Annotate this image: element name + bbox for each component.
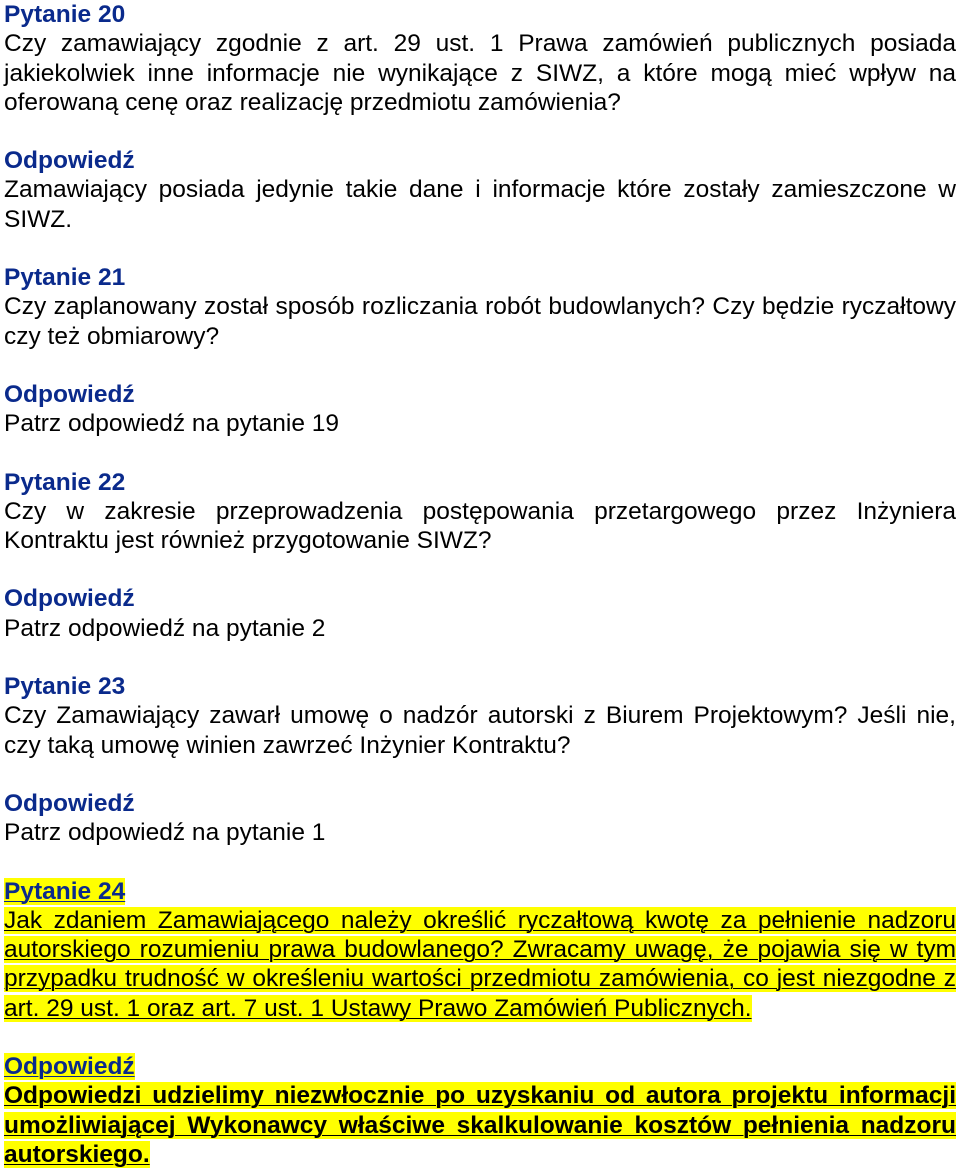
answer-title: Odpowiedź <box>4 147 135 175</box>
question-text: Czy zaplanowany został sposób rozliczania robót budowlanych? Czy będzie ryczałtowy czy też obmiarowy? <box>4 293 956 350</box>
qa-item-24 <box>4 877 956 1169</box>
answer-text: Patrz odpowiedź na pytanie 19 <box>4 410 340 438</box>
answer-text: Zamawiający posiada jedynie takie dane i informacje które zostały zamieszczone w SIWZ. <box>4 176 956 233</box>
answer-text: Odpowiedzi udzielimy niezwłocznie po uzyskaniu od autora projektu informacji umożliwiającej Wykonawcy właściwe skalkulowanie kosztów pełnienia nadzoru autorskiego. <box>4 1082 956 1168</box>
answer-title: Odpowiedź <box>4 585 135 613</box>
question-text: Jak zdaniem Zamawiającego należy określić ryczałtową kwotę za pełnienie nadzoru autorskiego rozumieniu prawa budowlanego? Zwracamy uwagę, że pojawia się w tym przypadku trudność w określeniu wartości przedmiotu zamówienia, co jest niezgodne z art. 29 ust. 1 oraz art. 7 ust. 1 Ustawy Prawo Zamówień Publicznych. <box>4 906 956 1022</box>
question-title: Pytanie 23 <box>4 673 126 701</box>
qa-item-20 <box>4 0 956 234</box>
qa-item-23 <box>4 672 956 847</box>
answer-title: Odpowiedź <box>4 789 135 817</box>
question-title: Pytanie 24 <box>4 877 126 905</box>
question-title: Pytanie 20 <box>4 1 126 28</box>
answer-text: Patrz odpowiedź na pytanie 2 <box>4 614 326 642</box>
answer-title: Odpowiedź <box>4 380 135 408</box>
answer-text: Patrz odpowiedź na pytanie 1 <box>4 819 326 847</box>
question-title: Pytanie 22 <box>4 468 126 496</box>
question-text: Czy Zamawiający zawarł umowę o nadzór autorski z Biurem Projektowym? Jeśli nie, czy taką umowę winien zawrzeć Inżynier Kontraktu? <box>4 702 956 759</box>
question-title: Pytanie 21 <box>4 264 126 292</box>
question-text: Czy zamawiający zgodnie z art. 29 ust. 1 Prawa zamówień publicznych posiada jakiekolwiek inne informacje nie wynikające z SIWZ, a które mogą mieć wpływ na oferowaną cenę oraz realizację przedmiotu zamówienia? <box>4 30 956 116</box>
qa-item-21 <box>4 263 956 438</box>
question-text: Czy w zakresie przeprowadzenia postępowania przetargowego przez Inżyniera Kontraktu jest również przygotowanie SIWZ? <box>4 497 956 555</box>
answer-title: Odpowiedź <box>4 1053 135 1081</box>
qa-item-22 <box>4 468 956 643</box>
